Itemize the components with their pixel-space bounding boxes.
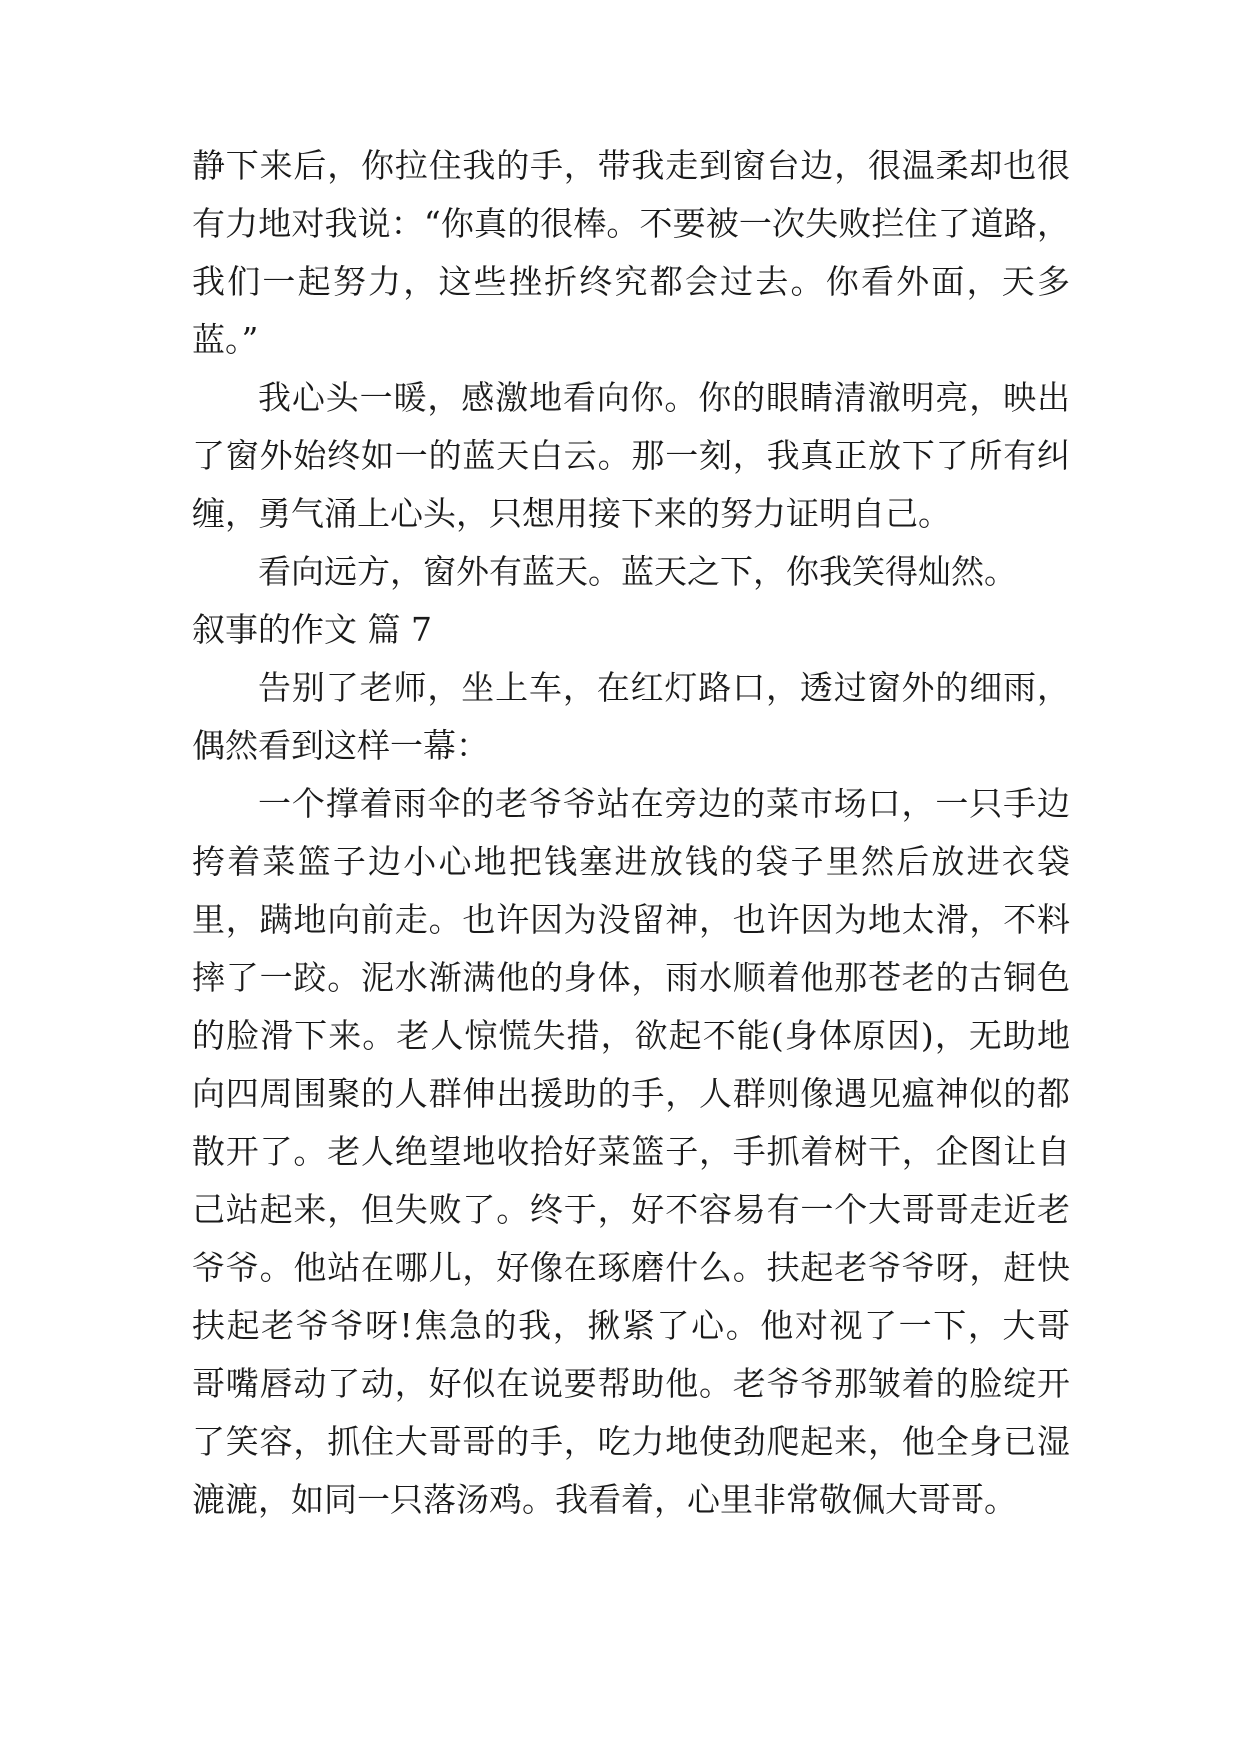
text-line: 静下来后，你拉住我的手，带我走到窗台边，很温柔却也很 bbox=[192, 146, 1070, 185]
text-line: 看向远方，窗外有蓝天。蓝天之下，你我笑得灿然。 bbox=[258, 552, 1017, 591]
text-line: 偶然看到这样一幕： bbox=[192, 726, 489, 765]
text-line: 里，蹒地向前走。也许因为没留神，也许因为地太滑，不料 bbox=[192, 900, 1070, 939]
text-line: 的脸滑下来。老人惊慌失措，欲起不能(身体原因)，无助地 bbox=[192, 1016, 1070, 1055]
text-line: 了笑容，抓住大哥哥的手，吃力地使劲爬起来，他全身已湿 bbox=[192, 1422, 1070, 1461]
text-line: 有力地对我说：“你真的很棒。不要被一次失败拦住了道路， bbox=[192, 204, 1070, 243]
text-line: 己站起来，但失败了。终于，好不容易有一个大哥哥走近老 bbox=[192, 1190, 1070, 1229]
text-line: 向四周围聚的人群伸出援助的手，人群则像遇见瘟神似的都 bbox=[192, 1074, 1070, 1113]
text-line: 爷爷。他站在哪儿，好像在琢磨什么。扶起老爷爷呀，赶快 bbox=[192, 1248, 1070, 1287]
text-line: 了窗外始终如一的蓝天白云。那一刻，我真正放下了所有纠 bbox=[192, 436, 1070, 475]
text-line: 漉漉，如同一只落汤鸡。我看着，心里非常敬佩大哥哥。 bbox=[192, 1480, 1017, 1519]
text-line: 告别了老师，坐上车，在红灯路口，透过窗外的细雨， bbox=[258, 668, 1070, 707]
text-line: 一个撑着雨伞的老爷爷站在旁边的菜市场口，一只手边 bbox=[258, 784, 1070, 823]
text-line: 哥嘴唇动了动，好似在说要帮助他。老爷爷那皱着的脸绽开 bbox=[192, 1364, 1070, 1403]
text-line: 缠，勇气涌上心头，只想用接下来的努力证明自己。 bbox=[192, 494, 951, 533]
text-line: 我心头一暖，感激地看向你。你的眼睛清澈明亮，映出 bbox=[258, 378, 1070, 417]
text-line: 散开了。老人绝望地收拾好菜篮子，手抓着树干，企图让自 bbox=[192, 1132, 1070, 1171]
text-line: 蓝。” bbox=[192, 320, 259, 359]
text-line: 我们一起努力，这些挫折终究都会过去。你看外面，天多 bbox=[192, 262, 1070, 301]
section-heading: 叙事的作文 篇 7 bbox=[192, 610, 432, 649]
text-line: 扶起老爷爷呀!焦急的我，揪紧了心。他对视了一下，大哥 bbox=[192, 1306, 1070, 1345]
text-line: 挎着菜篮子边小心地把钱塞进放钱的袋子里然后放进衣袋 bbox=[192, 842, 1070, 881]
text-line: 摔了一跤。泥水渐满他的身体，雨水顺着他那苍老的古铜色 bbox=[192, 958, 1070, 997]
